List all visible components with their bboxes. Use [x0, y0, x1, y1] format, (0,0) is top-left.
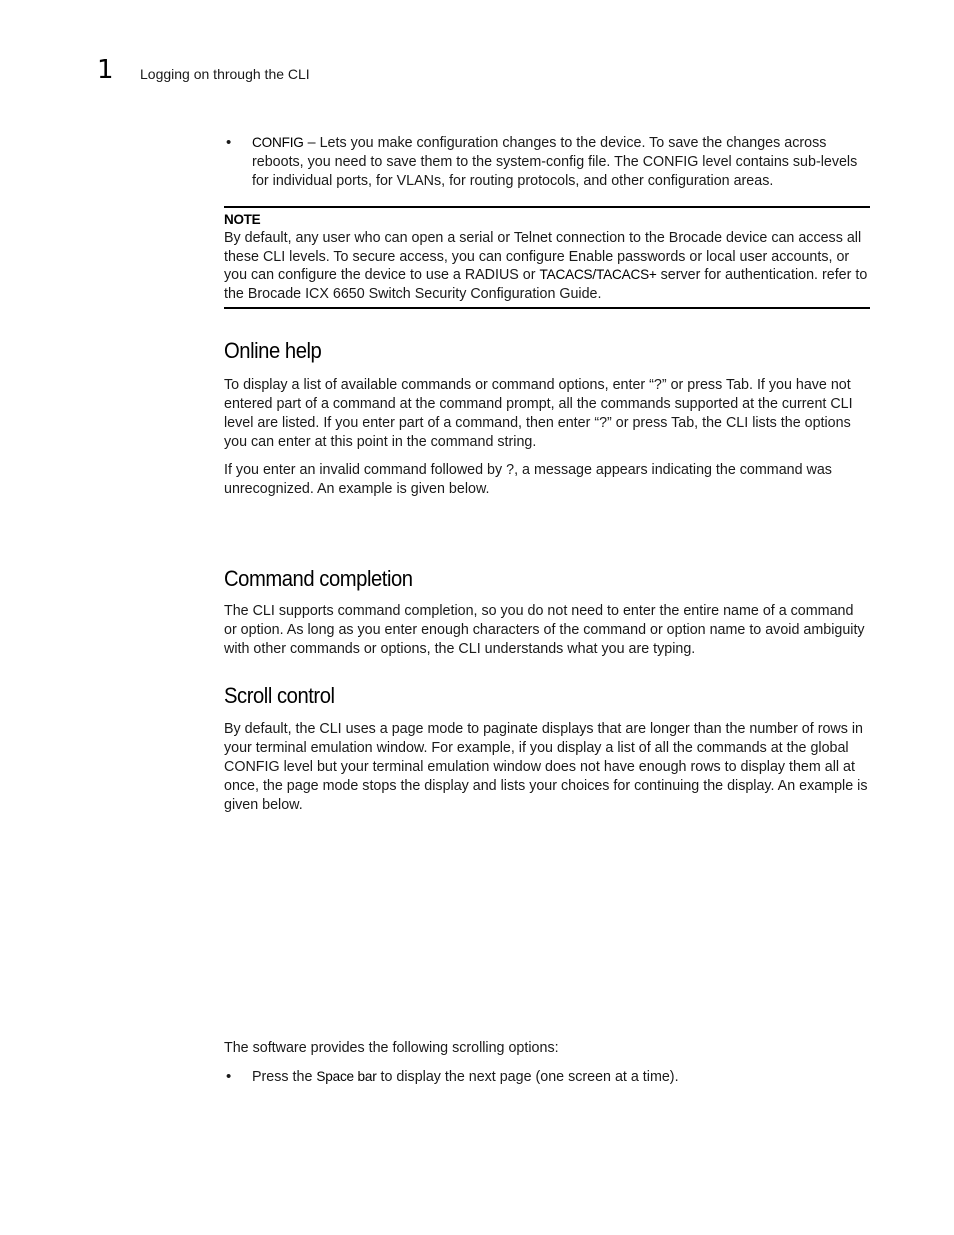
online-help-paragraph-1: To display a list of available commands or command options, enter “?” or press Tab. If you have not entered part of a command at the command prompt, all the commands supported at the current CLI level are listed. If you enter part of a command, then enter “?” or press Tab, the CLI lists the options you can enter at this point in the command string.: [224, 377, 853, 451]
config-term: CONFIG: [252, 135, 304, 150]
config-bullet-item: [224, 133, 870, 191]
note-label: NOTE: [224, 212, 261, 227]
page-content: [224, 133, 870, 1087]
space-bar-text-before: Press the: [252, 1069, 317, 1086]
note-text: [224, 229, 870, 303]
online-help-heading: Online help: [224, 338, 322, 364]
scroll-control-heading: Scroll control: [224, 683, 335, 709]
note-text-after: server for authentication. refer to the Brocade ICX 6650 Switch Security Configuration Guide.: [224, 267, 868, 302]
note-box: [224, 206, 870, 309]
chapter-number: 1: [97, 55, 114, 85]
command-completion-heading: Command completion: [224, 566, 413, 592]
note-text-before: By default, any user who can open a serial or Telnet connection to the Brocade device can access all these CLI levels. To secure access, you can configure Enable passwords or local user accounts, or you can configure the device to use a RADIUS or: [224, 230, 862, 284]
scroll-control-paragraph-1: By default, the CLI uses a page mode to paginate displays that are longer than the number of rows in your terminal emulation window. For example, if you display a list of all the commands at the global CONFIG level but your terminal emulation window does not have enough rows to display them all at once, the page mode stops the display and lists your choices for continuing the display. An example is given below.: [224, 721, 868, 814]
running-head: Logging on through the CLI: [140, 66, 310, 82]
note-term: TACACS/TACACS+: [539, 267, 657, 283]
space-bar-bullet-item: [224, 1067, 870, 1087]
scroll-control-paragraph-2: The software provides the following scrolling options:: [224, 1040, 559, 1057]
space-bar-term: Space bar: [316, 1069, 377, 1085]
space-bar-text-after: to display the next page (one screen at a time).: [376, 1069, 679, 1086]
config-bullet-text: – Lets you make configuration changes to the device. To save the changes across reboots, you need to save them to the system-config file. The CONFIG level contains sub-levels for individual ports, for VLANs, for routing protocols, and other configuration areas.: [252, 135, 858, 189]
command-completion-paragraph: The CLI supports command completion, so you do not need to enter the entire name of a command or option. As long as you enter enough characters of the command or option name to avoid ambiguity with other commands or options, the CLI understands what you are typing.: [224, 603, 865, 658]
online-help-paragraph-2: If you enter an invalid command followed by ?, a message appears indicating the command was unrecognized. An example is given below.: [224, 462, 832, 498]
